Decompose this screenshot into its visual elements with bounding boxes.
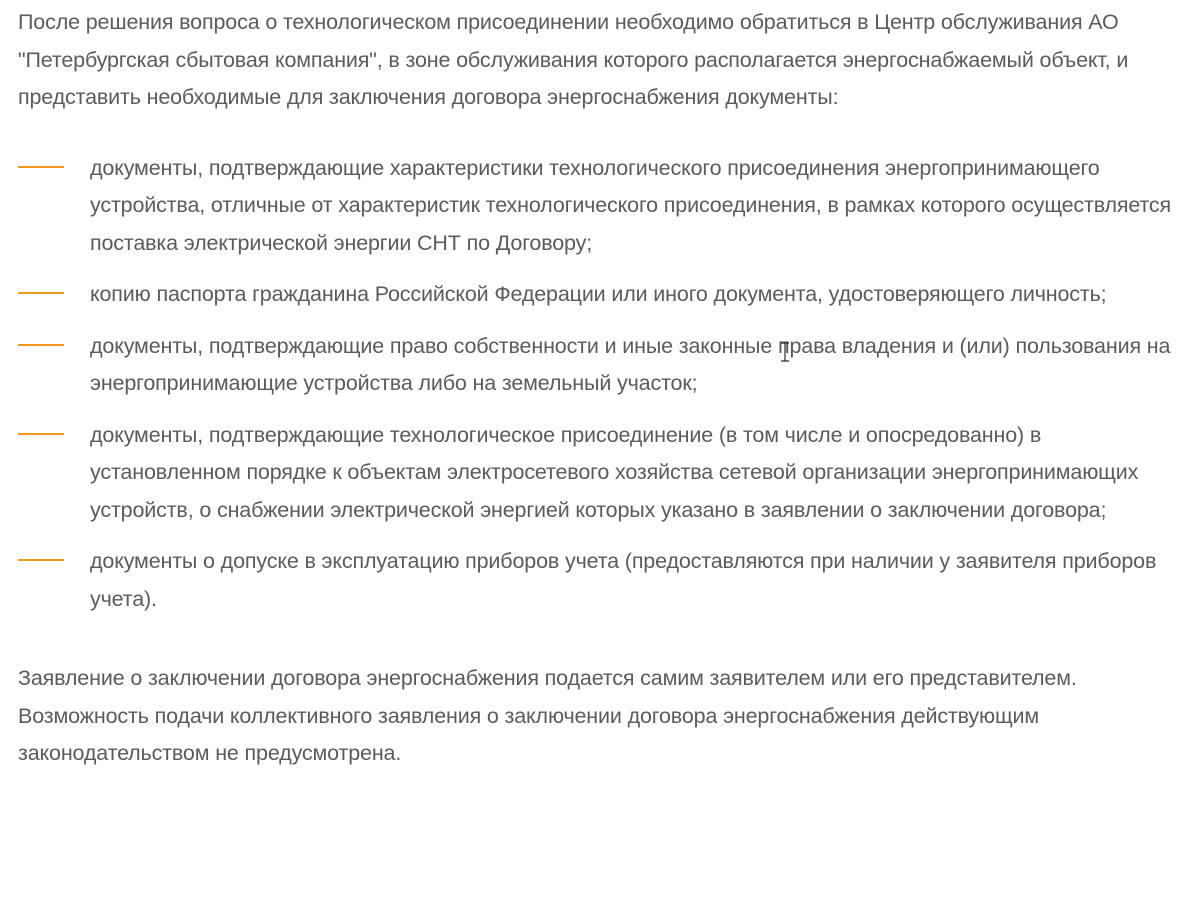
dash-bullet-icon (18, 166, 64, 168)
dash-bullet-icon (18, 292, 64, 294)
list-item-text: документы, подтверждающие характеристики технологического присоединения энергопринимающего устройства, отличные от характеристик технологического присоединения, в рамках которого осуществляется поставка электрической энергии СНТ по Договору; (90, 155, 1172, 255)
dash-bullet-icon (18, 433, 64, 435)
list-item-text: документы, подтверждающие право собственности и иные законные права владения и (или) пользования на энергопринимающие устройства либо на земельный участок; (90, 333, 1171, 395)
required-documents-list (18, 150, 1178, 619)
list-item (18, 150, 1178, 263)
list-item (18, 328, 1178, 403)
intro-paragraph: После решения вопроса о технологическом присоединении необходимо обратиться в Центр обслуживания АО "Петербургская сбытовая компания", в зоне обслуживания которого располагается энергоснабжаемый объект, и представить необходимые для заключения договора энергоснабжения документы: (18, 10, 1129, 109)
list-item-text: документы, подтверждающие технологическое присоединение (в том числе и опосредованно) в установленном порядке к объектам электросетевого хозяйства сетевой организации энергопринимающих устройств, о снабжении электрической энергией которых указано в заявлении о заключении договора; (90, 422, 1139, 522)
dash-bullet-icon (18, 344, 64, 346)
list-item (18, 276, 1178, 314)
article-content (18, 4, 1178, 773)
list-item (18, 543, 1178, 618)
list-item-text: документы о допуске в эксплуатацию приборов учета (предоставляются при наличии у заявителя приборов учета). (90, 549, 1157, 611)
dash-bullet-icon (18, 559, 64, 561)
conclusion-paragraph: Заявление о заключении договора энергоснабжения подается самим заявителем или его представителем. Возможность подачи коллективного заявления о заключении договора энергоснабжения действующим законодательством не предусмотрена. (18, 666, 1077, 765)
list-item (18, 417, 1178, 530)
text-cursor-icon (779, 342, 791, 362)
list-item-text: копию паспорта гражданина Российской Федерации или иного документа, удостоверяющего личность; (90, 282, 1107, 306)
